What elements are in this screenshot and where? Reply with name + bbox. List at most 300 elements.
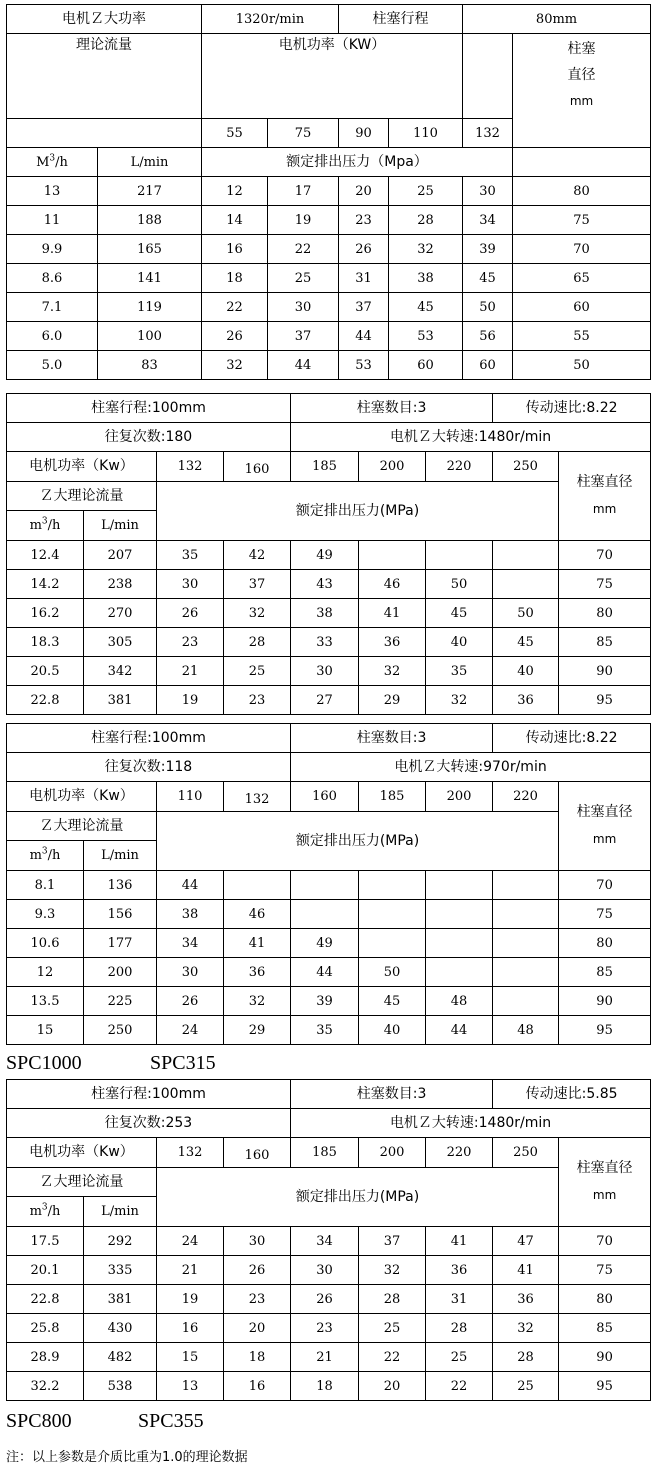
table-cell: 16.2	[7, 599, 84, 628]
table-cell: 32	[359, 1256, 426, 1285]
table-cell: 48	[426, 987, 493, 1016]
table-cell: 28	[426, 1314, 493, 1343]
table-cell	[291, 871, 359, 900]
table-cell: 37	[268, 322, 339, 351]
table-cell: 270	[84, 599, 157, 628]
table-cell: 15	[7, 1016, 84, 1045]
table-cell: 30	[224, 1227, 291, 1256]
table-cell	[359, 900, 426, 929]
table-cell: 17	[268, 177, 339, 206]
table-row	[7, 293, 651, 322]
table-cell: 80	[559, 1285, 651, 1314]
table-cell: 13.5	[7, 987, 84, 1016]
table-cell: 41	[224, 929, 291, 958]
table-cell: 14	[202, 206, 268, 235]
table-row	[7, 351, 651, 380]
table-cell: 47	[493, 1227, 559, 1256]
max-theory-flow-label: Ｚ大理论流量	[7, 1168, 157, 1197]
table-cell: 19	[157, 1285, 224, 1314]
table-row	[7, 599, 651, 628]
table-row	[7, 871, 651, 900]
spec-table-2	[6, 393, 651, 715]
rated-pressure-label: 额定排出压力(MPa)	[157, 812, 559, 871]
table-cell	[493, 871, 559, 900]
table-cell: 8.6	[7, 264, 98, 293]
table-cell: 8.1	[7, 871, 84, 900]
plunger-diameter-text: 柱塞直径	[576, 804, 633, 820]
table-cell: 40	[493, 657, 559, 686]
plunger-stroke: 柱塞行程:100mm	[7, 1080, 291, 1109]
unit-base: m	[29, 518, 42, 533]
table-cell	[493, 987, 559, 1016]
table-cell: 95	[559, 686, 651, 715]
reciprocation-count: 往复次数:253	[7, 1109, 291, 1138]
plunger-stroke: 柱塞行程:100mm	[7, 724, 291, 753]
table-cell: 238	[84, 570, 157, 599]
table-row	[7, 1109, 651, 1138]
table-cell: 85	[559, 958, 651, 987]
max-theory-flow-label: Ｚ大理论流量	[7, 812, 157, 841]
model-caption-2	[6, 1410, 204, 1433]
table-row	[7, 177, 651, 206]
table-row	[7, 782, 651, 812]
table-cell	[426, 958, 493, 987]
table-cell: 41	[359, 599, 426, 628]
table-cell: 70	[559, 1227, 651, 1256]
table-row	[7, 235, 651, 264]
table-cell: 70	[513, 235, 651, 264]
table-cell: 45	[493, 628, 559, 657]
table-cell: 85	[559, 628, 651, 657]
plunger-unit: mm	[569, 94, 594, 108]
table-cell: 19	[157, 686, 224, 715]
table-cell: 50	[463, 293, 513, 322]
stroke-value: 80mm	[463, 5, 651, 34]
table-cell: 165	[98, 235, 202, 264]
transmission-ratio: 传动速比:5.85	[493, 1080, 651, 1109]
table-row	[7, 628, 651, 657]
table-row	[7, 1343, 651, 1372]
table-cell: 25	[268, 264, 339, 293]
table-cell: 9.9	[7, 235, 98, 264]
table-cell: 28	[224, 628, 291, 657]
table-cell: 36	[426, 1256, 493, 1285]
table-row	[7, 753, 651, 782]
power-value: 200	[359, 452, 426, 482]
model-name: SPC355	[138, 1410, 204, 1432]
table-cell: 217	[98, 177, 202, 206]
table-cell: 37	[359, 1227, 426, 1256]
table-cell: 95	[559, 1016, 651, 1045]
table-cell: 292	[84, 1227, 157, 1256]
table-cell: 28	[389, 206, 463, 235]
table-cell: 41	[426, 1227, 493, 1256]
table-cell: 28.9	[7, 1343, 84, 1372]
table-cell: 23	[224, 1285, 291, 1314]
table-cell: 18	[202, 264, 268, 293]
table-cell: 90	[559, 987, 651, 1016]
table-cell: 44	[268, 351, 339, 380]
table-cell: 49	[291, 929, 359, 958]
table-cell: 44	[339, 322, 389, 351]
table-cell: 26	[339, 235, 389, 264]
spec-table-3	[6, 723, 651, 1045]
motor-power-label: 电机Ｚ大功率	[7, 5, 202, 34]
table-cell: 136	[84, 871, 157, 900]
plunger-stroke: 柱塞行程:100mm	[7, 394, 291, 423]
blank-cell	[463, 34, 513, 119]
table-cell: 27	[291, 686, 359, 715]
table-cell: 44	[291, 958, 359, 987]
table-cell: 24	[157, 1016, 224, 1045]
motor-power-label: 电机功率（Kw）	[7, 1138, 157, 1168]
power-value: 220	[493, 782, 559, 812]
table-cell: 50	[493, 599, 559, 628]
table-cell: 43	[291, 570, 359, 599]
table-cell: 25.8	[7, 1314, 84, 1343]
blank-cell	[513, 148, 651, 177]
motor-power-label: 电机功率（Kw）	[7, 782, 157, 812]
table-cell: 29	[224, 1016, 291, 1045]
table-cell: 200	[84, 958, 157, 987]
power-value: 220	[426, 452, 493, 482]
table-cell: 25	[493, 1372, 559, 1401]
table-cell: 36	[224, 958, 291, 987]
table-cell: 30	[268, 293, 339, 322]
max-theory-flow-label: Ｚ大理论流量	[7, 482, 157, 511]
table-cell	[426, 900, 493, 929]
table-cell: 20.5	[7, 657, 84, 686]
table-row	[7, 541, 651, 570]
reciprocation-count: 往复次数:180	[7, 423, 291, 452]
table-cell: 65	[513, 264, 651, 293]
plunger-diameter-unit: mm	[592, 832, 617, 846]
table-cell: 12	[7, 958, 84, 987]
table-cell	[493, 541, 559, 570]
table-cell: 80	[559, 599, 651, 628]
table-cell: 119	[98, 293, 202, 322]
table-cell: 13	[7, 177, 98, 206]
table-cell: 53	[339, 351, 389, 380]
plunger-count: 柱塞数目:3	[291, 1080, 493, 1109]
power-90: 90	[339, 119, 389, 148]
table-cell: 39	[463, 235, 513, 264]
power-75: 75	[268, 119, 339, 148]
model-caption-1	[6, 1052, 216, 1075]
table-cell: 80	[513, 177, 651, 206]
plunger-diameter-label	[559, 452, 651, 541]
table-cell: 13	[157, 1372, 224, 1401]
table-cell: 35	[291, 1016, 359, 1045]
power-value: 160	[224, 452, 291, 482]
table-cell: 14.2	[7, 570, 84, 599]
power-value: 250	[493, 452, 559, 482]
table-cell: 70	[559, 871, 651, 900]
rated-pressure-label: 额定排出压力(MPa)	[157, 482, 559, 541]
table-cell: 45	[359, 987, 426, 1016]
table-cell: 36	[493, 686, 559, 715]
motor-power-kw-label: 电机功率（KW）	[202, 34, 463, 119]
table-cell: 30	[291, 657, 359, 686]
plunger-diameter-label	[559, 1138, 651, 1227]
table-cell: 35	[426, 657, 493, 686]
table-cell	[359, 541, 426, 570]
power-55: 55	[202, 119, 268, 148]
plunger-count: 柱塞数目:3	[291, 394, 493, 423]
table-row	[7, 1372, 651, 1401]
table-row	[7, 482, 651, 511]
table-cell: 35	[157, 541, 224, 570]
table-cell: 30	[157, 570, 224, 599]
table-cell: 20.1	[7, 1256, 84, 1285]
table-cell: 9.3	[7, 900, 84, 929]
table-cell	[426, 929, 493, 958]
table-cell	[291, 900, 359, 929]
spec-table-4	[6, 1079, 651, 1401]
table-cell: 90	[559, 657, 651, 686]
table-cell: 39	[291, 987, 359, 1016]
table-cell: 100	[98, 322, 202, 351]
table-cell: 60	[389, 351, 463, 380]
table-cell: 85	[559, 1314, 651, 1343]
table-cell: 36	[493, 1285, 559, 1314]
table-cell	[426, 541, 493, 570]
table-cell: 31	[339, 264, 389, 293]
table-cell: 44	[426, 1016, 493, 1045]
table-cell: 46	[359, 570, 426, 599]
power-value: 185	[291, 452, 359, 482]
table-row	[7, 1168, 651, 1197]
table-cell: 141	[98, 264, 202, 293]
table-cell: 20	[224, 1314, 291, 1343]
table-cell: 16	[224, 1372, 291, 1401]
power-value: 185	[291, 1138, 359, 1168]
table-cell: 38	[389, 264, 463, 293]
footnote: 注：以上参数是介质比重为1.0的理论数据	[6, 1450, 248, 1465]
table-cell: 342	[84, 657, 157, 686]
table-cell: 335	[84, 1256, 157, 1285]
table-cell: 45	[463, 264, 513, 293]
table-row	[7, 929, 651, 958]
table-cell	[224, 871, 291, 900]
table-cell: 30	[157, 958, 224, 987]
table-cell: 53	[389, 322, 463, 351]
unit-base: m	[29, 1204, 42, 1219]
stroke-label: 柱塞行程	[339, 5, 463, 34]
table-cell: 26	[202, 322, 268, 351]
table-cell: 31	[426, 1285, 493, 1314]
unit-lmin: L/min	[98, 148, 202, 177]
table-row	[7, 452, 651, 482]
unit-m3h: $M^3/h$	[7, 148, 98, 177]
table-row	[7, 394, 651, 423]
table-row	[7, 1285, 651, 1314]
motor-power-label: 电机功率（Kw）	[7, 452, 157, 482]
table-cell: 75	[513, 206, 651, 235]
table-cell: 32	[202, 351, 268, 380]
power-value: 200	[359, 1138, 426, 1168]
power-value: 160	[291, 782, 359, 812]
table-cell: 22.8	[7, 686, 84, 715]
unit-tail: /h	[47, 1204, 61, 1219]
unit-tail: /h	[47, 848, 61, 863]
table-cell	[493, 929, 559, 958]
plunger-diameter-unit: mm	[592, 1188, 617, 1202]
table-cell: 482	[84, 1343, 157, 1372]
unit-lmin: L/min	[84, 841, 157, 871]
table-cell: 80	[559, 929, 651, 958]
table-cell: 10.6	[7, 929, 84, 958]
theory-flow-label: 理论流量	[7, 34, 202, 119]
power-132: 132	[463, 119, 513, 148]
table-cell	[493, 900, 559, 929]
table-cell: 60	[463, 351, 513, 380]
table-cell: 23	[157, 628, 224, 657]
table-cell: 44	[157, 871, 224, 900]
table-cell: 24	[157, 1227, 224, 1256]
table-cell: 21	[157, 1256, 224, 1285]
table-cell: 34	[463, 206, 513, 235]
table-cell: 305	[84, 628, 157, 657]
table-cell: 26	[157, 987, 224, 1016]
table-cell: 156	[84, 900, 157, 929]
reciprocation-count: 往复次数:118	[7, 753, 291, 782]
motor-speed-value: 1320r/min	[202, 5, 339, 34]
plunger-label-2: 直径	[567, 67, 596, 83]
table-cell: 90	[559, 1343, 651, 1372]
transmission-ratio: 传动速比:8.22	[493, 394, 651, 423]
table-row	[7, 958, 651, 987]
table-1-body	[7, 177, 651, 380]
rated-pressure-label: 额定排出压力(MPa)	[157, 1168, 559, 1227]
transmission-ratio: 传动速比:8.22	[493, 724, 651, 753]
power-value: 110	[157, 782, 224, 812]
table-cell: 32	[493, 1314, 559, 1343]
unit-m3h: $m^3/h$	[7, 841, 84, 871]
table-cell: 32	[224, 987, 291, 1016]
table-cell: 6.0	[7, 322, 98, 351]
table-cell: 50	[513, 351, 651, 380]
table-cell: 18	[224, 1343, 291, 1372]
table-cell: 60	[513, 293, 651, 322]
table-row	[7, 322, 651, 351]
table-cell: 70	[559, 541, 651, 570]
power-value: 185	[359, 782, 426, 812]
table-row	[7, 1016, 651, 1045]
plunger-diameter-label	[559, 782, 651, 871]
table-cell: 42	[224, 541, 291, 570]
table-cell: 40	[359, 1016, 426, 1045]
table-cell: 16	[202, 235, 268, 264]
table-cell: 22	[426, 1372, 493, 1401]
table-cell: 37	[224, 570, 291, 599]
motor-max-speed: 电机Ｚ大转速:1480r/min	[291, 423, 651, 452]
table-cell: 34	[291, 1227, 359, 1256]
table-cell: 38	[291, 599, 359, 628]
table-cell: 28	[359, 1285, 426, 1314]
table-cell: 37	[339, 293, 389, 322]
table-cell	[359, 871, 426, 900]
unit-lmin: L/min	[84, 511, 157, 541]
table-cell	[426, 871, 493, 900]
unit-m3h: $m^3/h$	[7, 511, 84, 541]
table-cell: 26	[224, 1256, 291, 1285]
blank-cell	[7, 119, 202, 148]
table-cell: 11	[7, 206, 98, 235]
table-cell: 95	[559, 1372, 651, 1401]
table-cell: 19	[268, 206, 339, 235]
table-cell: 381	[84, 686, 157, 715]
model-name: SPC315	[150, 1052, 216, 1074]
power-value: 220	[426, 1138, 493, 1168]
table-cell: 56	[463, 322, 513, 351]
table-cell: 12	[202, 177, 268, 206]
table-cell: 538	[84, 1372, 157, 1401]
table-cell: 18.3	[7, 628, 84, 657]
table-cell: 18	[291, 1372, 359, 1401]
table-cell: 34	[157, 929, 224, 958]
plunger-label-1: 柱塞	[567, 41, 596, 57]
table-cell: 381	[84, 1285, 157, 1314]
table-row	[7, 812, 651, 841]
table-cell	[493, 958, 559, 987]
table-cell: 33	[291, 628, 359, 657]
table-cell: 12.4	[7, 541, 84, 570]
table-cell: 32	[224, 599, 291, 628]
table-cell: 20	[359, 1372, 426, 1401]
table-cell: 41	[493, 1256, 559, 1285]
power-value: 132	[157, 1138, 224, 1168]
table-cell: 26	[157, 599, 224, 628]
table-cell: 45	[389, 293, 463, 322]
plunger-count: 柱塞数目:3	[291, 724, 493, 753]
motor-max-speed: 电机Ｚ大转速:1480r/min	[291, 1109, 651, 1138]
table-cell: 15	[157, 1343, 224, 1372]
table-cell: 55	[513, 322, 651, 351]
plunger-diameter-label	[513, 34, 651, 148]
table-cell: 23	[224, 686, 291, 715]
table-cell: 25	[389, 177, 463, 206]
table-cell: 32	[426, 686, 493, 715]
table-cell: 25	[359, 1314, 426, 1343]
table-row	[7, 900, 651, 929]
table-cell: 7.1	[7, 293, 98, 322]
table-row	[7, 206, 651, 235]
table-cell	[359, 929, 426, 958]
table-cell: 23	[339, 206, 389, 235]
unit-m3h: $m^3/h$	[7, 1197, 84, 1227]
table-cell: 430	[84, 1314, 157, 1343]
table-cell: 26	[291, 1285, 359, 1314]
rated-pressure-label: 额定排出压力（Mpa）	[202, 148, 513, 177]
table-cell: 188	[98, 206, 202, 235]
table-cell: 25	[426, 1343, 493, 1372]
table-cell: 32	[359, 657, 426, 686]
table-row	[7, 423, 651, 452]
table-cell: 75	[559, 900, 651, 929]
table-cell: 48	[493, 1016, 559, 1045]
table-cell: 45	[426, 599, 493, 628]
table-cell: 28	[493, 1343, 559, 1372]
unit-lmin: L/min	[84, 1197, 157, 1227]
table-cell: 75	[559, 1256, 651, 1285]
table-row	[7, 657, 651, 686]
model-name: SPC1000	[6, 1052, 82, 1074]
table-cell: 38	[157, 900, 224, 929]
power-value: 132	[157, 452, 224, 482]
power-value: 250	[493, 1138, 559, 1168]
table-cell: 5.0	[7, 351, 98, 380]
